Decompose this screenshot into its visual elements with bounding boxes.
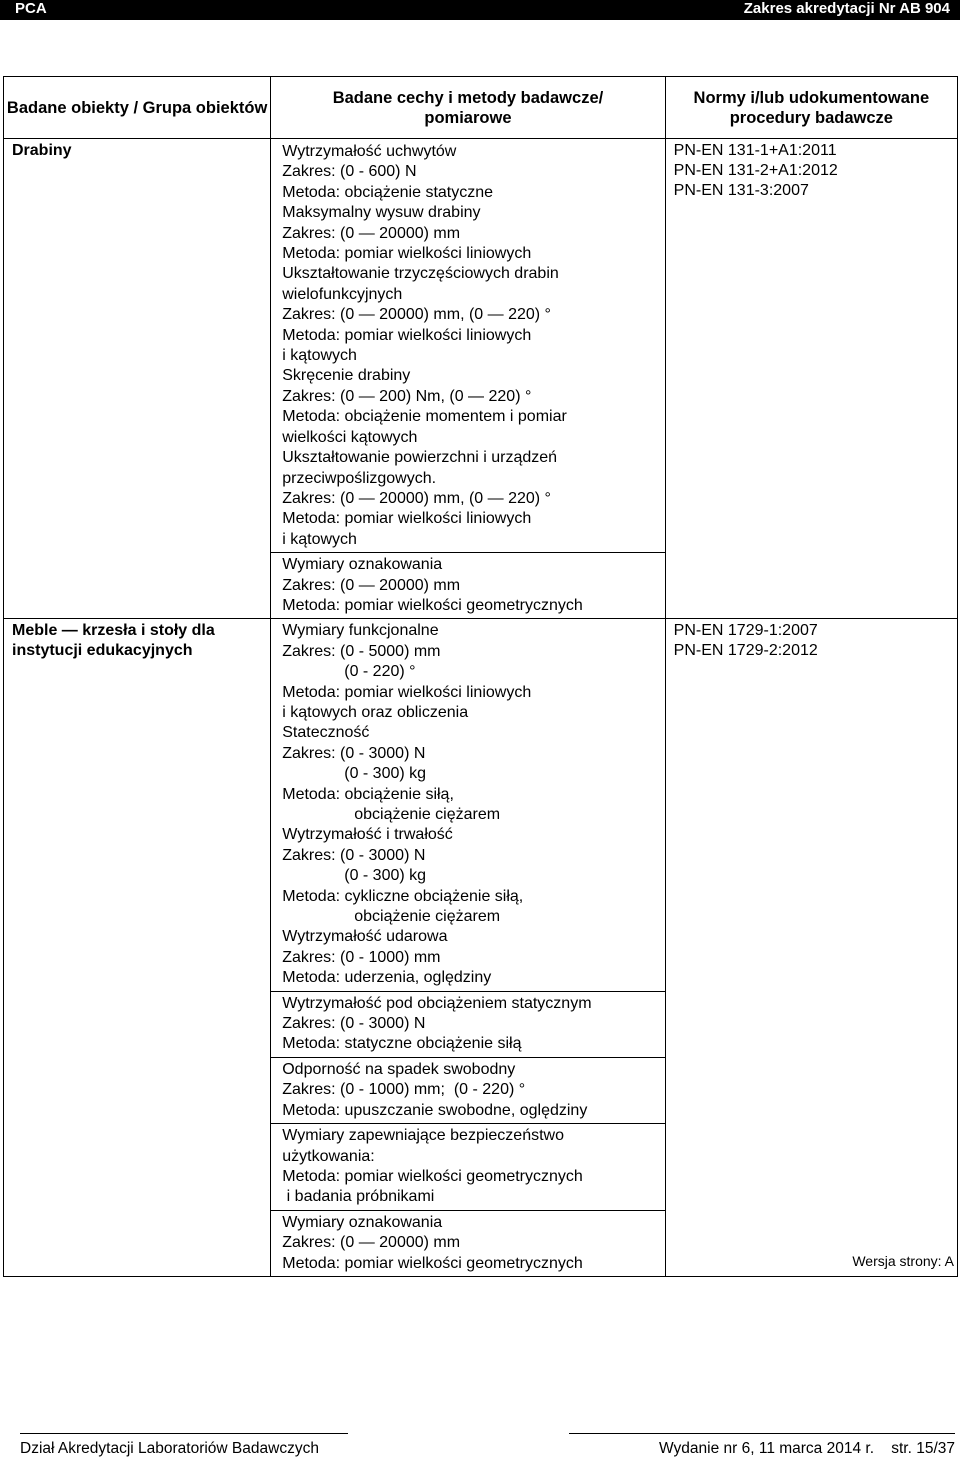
method-line: Skręcenie drabiny bbox=[282, 367, 411, 385]
page-header bbox=[0, 0, 960, 20]
method-line: Metoda: pomiar wielkości liniowych bbox=[282, 245, 532, 263]
method-block bbox=[282, 1058, 664, 1123]
norm-line: PN-EN 131-3:2007 bbox=[673, 182, 809, 199]
method-line: Metoda: statyczne obciążenie siłą bbox=[282, 1035, 522, 1053]
methods-cell bbox=[271, 619, 665, 1277]
methods-cell bbox=[271, 139, 665, 619]
method-line: i kątowych bbox=[282, 530, 357, 548]
method-line: Zakres: (0 - 1000) mm; (0 - 220) ° bbox=[282, 1081, 526, 1099]
method-line: Maksymalny wysuw drabiny bbox=[282, 204, 481, 222]
header-org: PCA bbox=[15, 0, 47, 17]
object-cell bbox=[4, 139, 271, 619]
method-line: użytkowania: bbox=[282, 1147, 375, 1165]
method-block bbox=[282, 1211, 664, 1276]
method-line: Wytrzymałość i trwałość bbox=[282, 826, 453, 844]
method-block bbox=[282, 992, 664, 1057]
method-line: Zakres: (0 - 600) N bbox=[282, 163, 417, 181]
method-line: Wytrzymałość pod obciążeniem statycznym bbox=[282, 994, 592, 1012]
method-line: Metoda: obciążenie statyczne bbox=[282, 183, 494, 201]
method-line: i badania próbnikami bbox=[282, 1188, 435, 1206]
method-line: Metoda: pomiar wielkości liniowych bbox=[282, 683, 532, 701]
method-line: Metoda: pomiar wielkości geometrycznych bbox=[282, 596, 583, 614]
method-block bbox=[282, 553, 664, 618]
method-line: Metoda: pomiar wielkości liniowych bbox=[282, 510, 532, 528]
method-line: Zakres: (0 - 3000) N bbox=[282, 744, 426, 762]
method-line: Wytrzymałość udarowa bbox=[282, 928, 448, 946]
method-line: Metoda: pomiar wielkości liniowych bbox=[282, 326, 532, 344]
method-block bbox=[282, 139, 664, 552]
norm-line: PN-EN 1729-1:2007 bbox=[673, 622, 818, 640]
method-line: Zakres: (0 — 20000) mm bbox=[282, 1234, 461, 1252]
method-line: Metoda: uderzenia, oględziny bbox=[282, 969, 492, 987]
method-line: Metoda: obciążenie siłą, bbox=[282, 785, 454, 803]
method-line: (0 - 220) ° bbox=[344, 663, 416, 681]
method-line: Zakres: (0 - 1000) mm bbox=[282, 948, 441, 966]
method-line: obciążenie ciężarem bbox=[354, 908, 501, 926]
norms-cell bbox=[665, 139, 957, 619]
method-line: Metoda: obciążenie momentem i pomiar bbox=[282, 408, 567, 426]
table-row bbox=[4, 139, 958, 619]
method-block bbox=[282, 1124, 664, 1210]
method-line: (0 - 300) kg bbox=[344, 867, 427, 885]
object-name: Meble — krzesła i stoły dla instytucji edukacyjnych bbox=[12, 622, 215, 660]
footer-department: Dział Akredytacji Laboratoriów Badawczych bbox=[20, 1440, 319, 1457]
method-line: Zakres: (0 — 20000) mm, (0 — 220) ° bbox=[282, 489, 551, 507]
method-block bbox=[282, 619, 664, 990]
method-line: Stateczność bbox=[282, 724, 370, 742]
method-line: Metoda: pomiar wielkości geometrycznych bbox=[282, 1167, 583, 1185]
method-line: i kątowych oraz obliczenia bbox=[282, 703, 469, 721]
method-line: Zakres: (0 — 20000) mm, (0 — 220) ° bbox=[282, 306, 551, 324]
table-header-row bbox=[4, 77, 958, 139]
method-line: Ukształtowanie powierzchni i urządzeń bbox=[282, 449, 558, 467]
method-line: Zakres: (0 — 20000) mm bbox=[282, 224, 461, 242]
norm-line: PN-EN 1729-2:2012 bbox=[673, 642, 818, 660]
accreditation-table bbox=[3, 76, 958, 1277]
method-line: Wymiary oznakowania bbox=[282, 556, 443, 574]
col-header-objects: Badane obiekty / Grupa obiektów bbox=[4, 77, 271, 139]
col-header-norms: Normy i/lub udokumentowane procedury badawcze bbox=[665, 77, 957, 139]
col-header-methods: Badane cechy i metody badawcze/ pomiarowe bbox=[271, 77, 665, 139]
method-line: Odporność na spadek swobodny bbox=[282, 1060, 516, 1078]
footer-rule-left bbox=[20, 1433, 348, 1434]
footer-rule-right bbox=[569, 1433, 955, 1434]
norms-cell bbox=[665, 619, 957, 1277]
norm-line: PN-EN 131-2+A1:2012 bbox=[673, 162, 838, 179]
method-line: przeciwpoślizgowych. bbox=[282, 469, 437, 487]
method-line: i kątowych bbox=[282, 347, 357, 365]
method-line: Zakres: (0 — 200) Nm, (0 — 220) ° bbox=[282, 387, 532, 405]
page-version: Wersja strony: A bbox=[852, 1253, 954, 1269]
object-name: Drabiny bbox=[12, 142, 72, 159]
method-line: wielkości kątowych bbox=[282, 428, 418, 446]
header-title: Zakres akredytacji Nr AB 904 bbox=[743, 0, 950, 17]
method-line: Wytrzymałość uchwytów bbox=[282, 143, 457, 160]
page-footer bbox=[20, 1440, 955, 1458]
method-line: obciążenie ciężarem bbox=[354, 806, 501, 823]
method-line: (0 - 300) kg bbox=[344, 765, 427, 783]
table-row bbox=[4, 619, 958, 1277]
method-line: Zakres: (0 - 3000) N bbox=[282, 846, 426, 864]
method-line: Wymiary zapewniające bezpieczeństwo bbox=[282, 1127, 564, 1145]
method-line: Wymiary oznakowania bbox=[282, 1213, 443, 1231]
norm-line: PN-EN 131-1+A1:2011 bbox=[673, 142, 837, 159]
method-line: wielofunkcyjnych bbox=[282, 285, 403, 303]
method-line: Metoda: pomiar wielkości geometrycznych bbox=[282, 1254, 583, 1272]
method-line: Metoda: cykliczne obciążenie siłą, bbox=[282, 887, 524, 905]
method-line: Zakres: (0 - 3000) N bbox=[282, 1015, 426, 1033]
object-cell bbox=[4, 619, 271, 1277]
method-line: Zakres: (0 — 20000) mm bbox=[282, 576, 461, 594]
method-line: Metoda: upuszczanie swobodne, oględziny bbox=[282, 1101, 588, 1119]
method-line: Zakres: (0 - 5000) mm bbox=[282, 642, 441, 660]
method-line: Wymiary funkcjonalne bbox=[282, 622, 439, 640]
method-line: Ukształtowanie trzyczęściowych drabin bbox=[282, 265, 559, 283]
footer-edition: Wydanie nr 6, 11 marca 2014 r. str. 15/37 bbox=[659, 1440, 955, 1457]
